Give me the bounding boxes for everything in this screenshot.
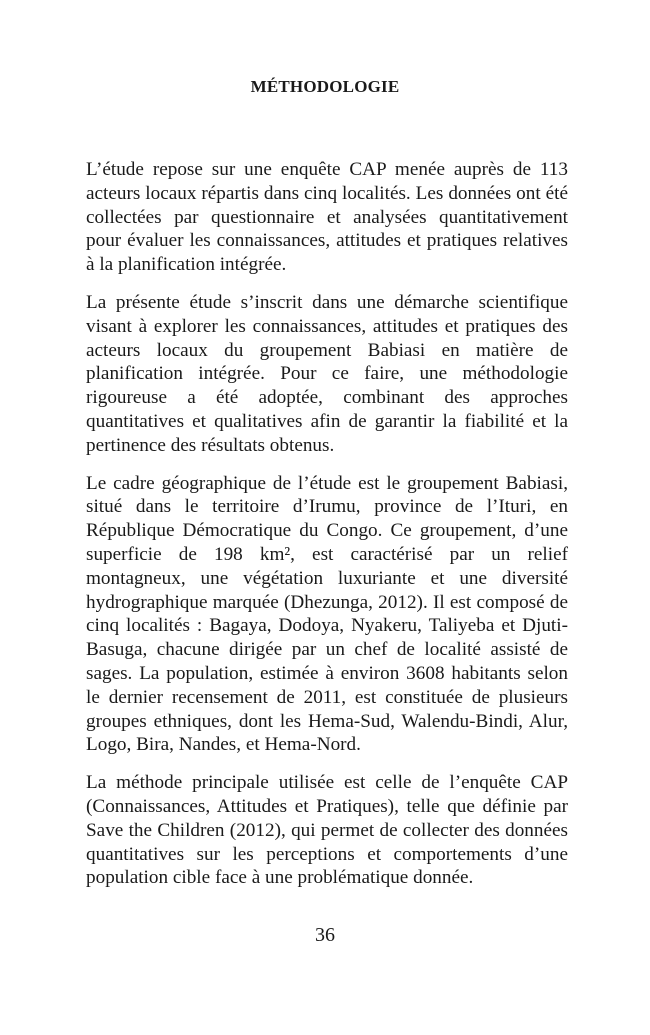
paragraph-summary: L’étude repose sur une enquête CAP menée auprès de 113 acteurs locaux répartis dans cinq localités. Les données ont été collectées par questionnaire et analysées quantitativement pour évaluer les connaissances, attitudes et pratiques relatives à la planification intégrée. [86,159,568,276]
paragraph-method: La méthode principale utilisée est celle de l’enquête CAP (Connaissances, Attitudes et Pratiques), telle que définie par Save the Children (2012), qui permet de collecter des données quantitatives sur les perceptions et comportements d’une population cible face à une problématique donnée. [86,772,568,889]
paragraph-objective: La présente étude s’inscrit dans une démarche scientifique visant à explorer les connaissances, attitudes et pratiques des acteurs locaux du groupement Babiasi en matière de planification intégrée. Pour ce faire, une méthodologie rigoureuse a été adoptée, combinant des approches quantitatives et qualitatives afin de garantir la fiabilité et la pertinence des résultats obtenus. [86,291,568,456]
page-number: 36 [315,924,335,946]
paragraph-geographic-context: Le cadre géographique de l’étude est le groupement Babiasi, situé dans le territoire d’Irumu, province de l’Ituri, en République Démocratique du Congo. Ce groupement, d’une superficie de 198 km², est caractérisé par un relief montagneux, une végétation luxuriante et une diversité hydrographique marquée (Dhezunga, 2012). Il est composé de cinq localités : Bagaya, Dodoya, Nyakeru, Taliyeba et Djuti-Basuga, chacune dirigée par un chef de localité assisté de sages. La population, estimée à environ 3608 habitants selon le dernier recensement de 2011, est constituée de plusieurs groupes ethniques, dont les Hema-Sud, Walendu-Bindi, Alur, Logo, Bira, Nandes, et Hema-Nord. [86,472,568,756]
page-title: MÉTHODOLOGIE [250,77,400,96]
body-text [86,158,568,904]
